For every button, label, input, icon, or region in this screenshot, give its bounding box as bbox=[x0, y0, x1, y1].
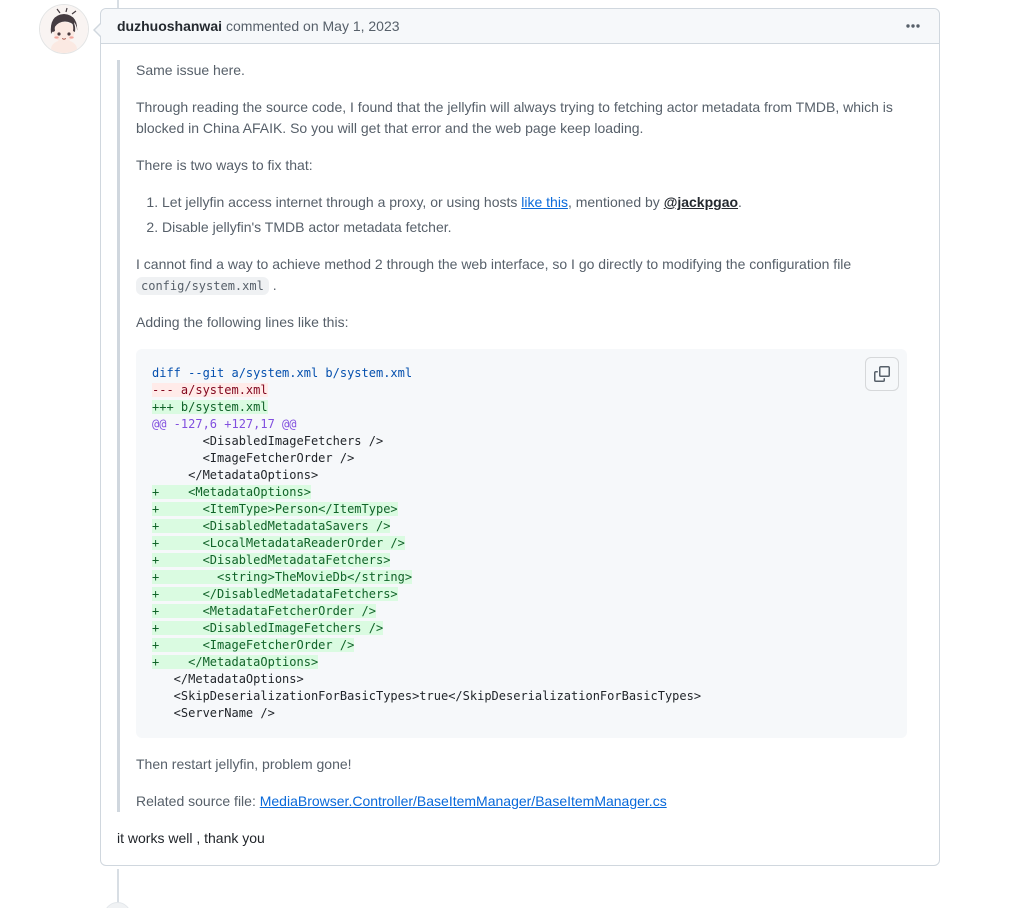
quote-paragraph-adding: Adding the following lines like this: bbox=[136, 314, 349, 330]
list-item-text: . bbox=[738, 194, 742, 210]
comment-body bbox=[101, 44, 939, 865]
code-line: @@ -127,6 +127,17 @@ bbox=[152, 417, 297, 431]
comment-timestamp: commented on May 1, 2023 bbox=[226, 18, 400, 34]
paragraph-text: . bbox=[268, 277, 277, 293]
code-line: + <ImageFetcherOrder /> bbox=[152, 638, 355, 652]
fix-options-list bbox=[136, 192, 907, 238]
diff-code-lines bbox=[136, 349, 907, 738]
reply-text: it works well , thank you bbox=[117, 830, 265, 846]
quote-paragraph-restart: Then restart jellyfin, problem gone! bbox=[136, 756, 352, 772]
code-line: +++ b/system.xml bbox=[152, 400, 268, 414]
paragraph-text: I cannot find a way to achieve method 2 through the web interface, so I go directly to modifying the configuration file bbox=[136, 256, 852, 272]
code-line: + <DisabledMetadataSavers /> bbox=[152, 519, 391, 533]
list-item bbox=[162, 192, 907, 213]
list-item-text: Disable jellyfin's TMDB actor metadata fetcher. bbox=[162, 219, 452, 235]
code-line: + <MetadataFetcherOrder /> bbox=[152, 604, 376, 618]
list-item-text: , mentioned by bbox=[567, 194, 664, 210]
timeline-thread-line-bottom bbox=[117, 869, 119, 903]
comment-header bbox=[101, 9, 939, 44]
code-line: <ImageFetcherOrder /> bbox=[152, 451, 355, 465]
code-line: + </DisabledMetadataFetchers> bbox=[152, 587, 398, 601]
paragraph-text: Related source file: bbox=[136, 793, 260, 809]
list-item-text: Let jellyfin access internet through a proxy, or using hosts bbox=[162, 194, 522, 210]
code-line: <ServerName /> bbox=[152, 706, 275, 720]
user-mention-link[interactable]: @jackpgao bbox=[663, 194, 739, 210]
code-line: diff --git a/system.xml b/system.xml bbox=[152, 366, 413, 380]
comment-card bbox=[100, 8, 940, 866]
code-line: + <DisabledImageFetchers /> bbox=[152, 621, 384, 635]
quote-paragraph-through: Through reading the source code, I found that the jellyfin will always trying to fetching actor metadata from TMDB, which is blocked in China AFAIK. So you will get that error and the web page keep loading. bbox=[136, 99, 893, 136]
code-line: <DisabledImageFetchers /> bbox=[152, 434, 384, 448]
comment-options-button[interactable] bbox=[897, 12, 929, 40]
quote-paragraph-same-issue: Same issue here. bbox=[136, 62, 245, 78]
source-file-link[interactable]: MediaBrowser.Controller/BaseItemManager/BaseItemManager.cs bbox=[259, 793, 667, 809]
code-line: + <DisabledMetadataFetchers> bbox=[152, 553, 391, 567]
like-this-link[interactable]: like this bbox=[521, 194, 568, 210]
quoted-comment bbox=[117, 60, 923, 812]
code-line: <SkipDeserializationForBasicTypes>true</SkipDeserializationForBasicTypes> bbox=[152, 689, 702, 703]
code-line: </MetadataOptions> bbox=[152, 468, 319, 482]
inline-code-config-path: config/system.xml bbox=[136, 277, 269, 295]
list-item bbox=[162, 217, 907, 238]
code-line: </MetadataOptions> bbox=[152, 672, 304, 686]
avatar-illustration bbox=[40, 5, 88, 53]
comment-author-link[interactable]: duzhuoshanwai bbox=[117, 18, 222, 34]
code-line: --- a/system.xml bbox=[152, 383, 268, 397]
code-line: + </MetadataOptions> bbox=[152, 655, 319, 669]
quote-paragraph-cannot-find bbox=[136, 254, 907, 296]
quote-paragraph-related bbox=[136, 791, 907, 812]
next-timeline-item-avatar bbox=[104, 902, 131, 908]
copy-code-button[interactable] bbox=[865, 357, 899, 391]
code-line: + <LocalMetadataReaderOrder /> bbox=[152, 536, 405, 550]
kebab-horizontal-icon bbox=[905, 18, 921, 34]
copy-icon bbox=[874, 366, 890, 382]
code-line: + <ItemType>Person</ItemType> bbox=[152, 502, 398, 516]
code-line: + <string>TheMovieDb</string> bbox=[152, 570, 413, 584]
quote-paragraph-two-ways: There is two ways to fix that: bbox=[136, 157, 313, 173]
avatar[interactable] bbox=[40, 5, 88, 53]
code-line: + <MetadataOptions> bbox=[152, 485, 311, 499]
timeline-thread-line-top bbox=[117, 0, 119, 8]
diff-code-block bbox=[136, 349, 907, 738]
